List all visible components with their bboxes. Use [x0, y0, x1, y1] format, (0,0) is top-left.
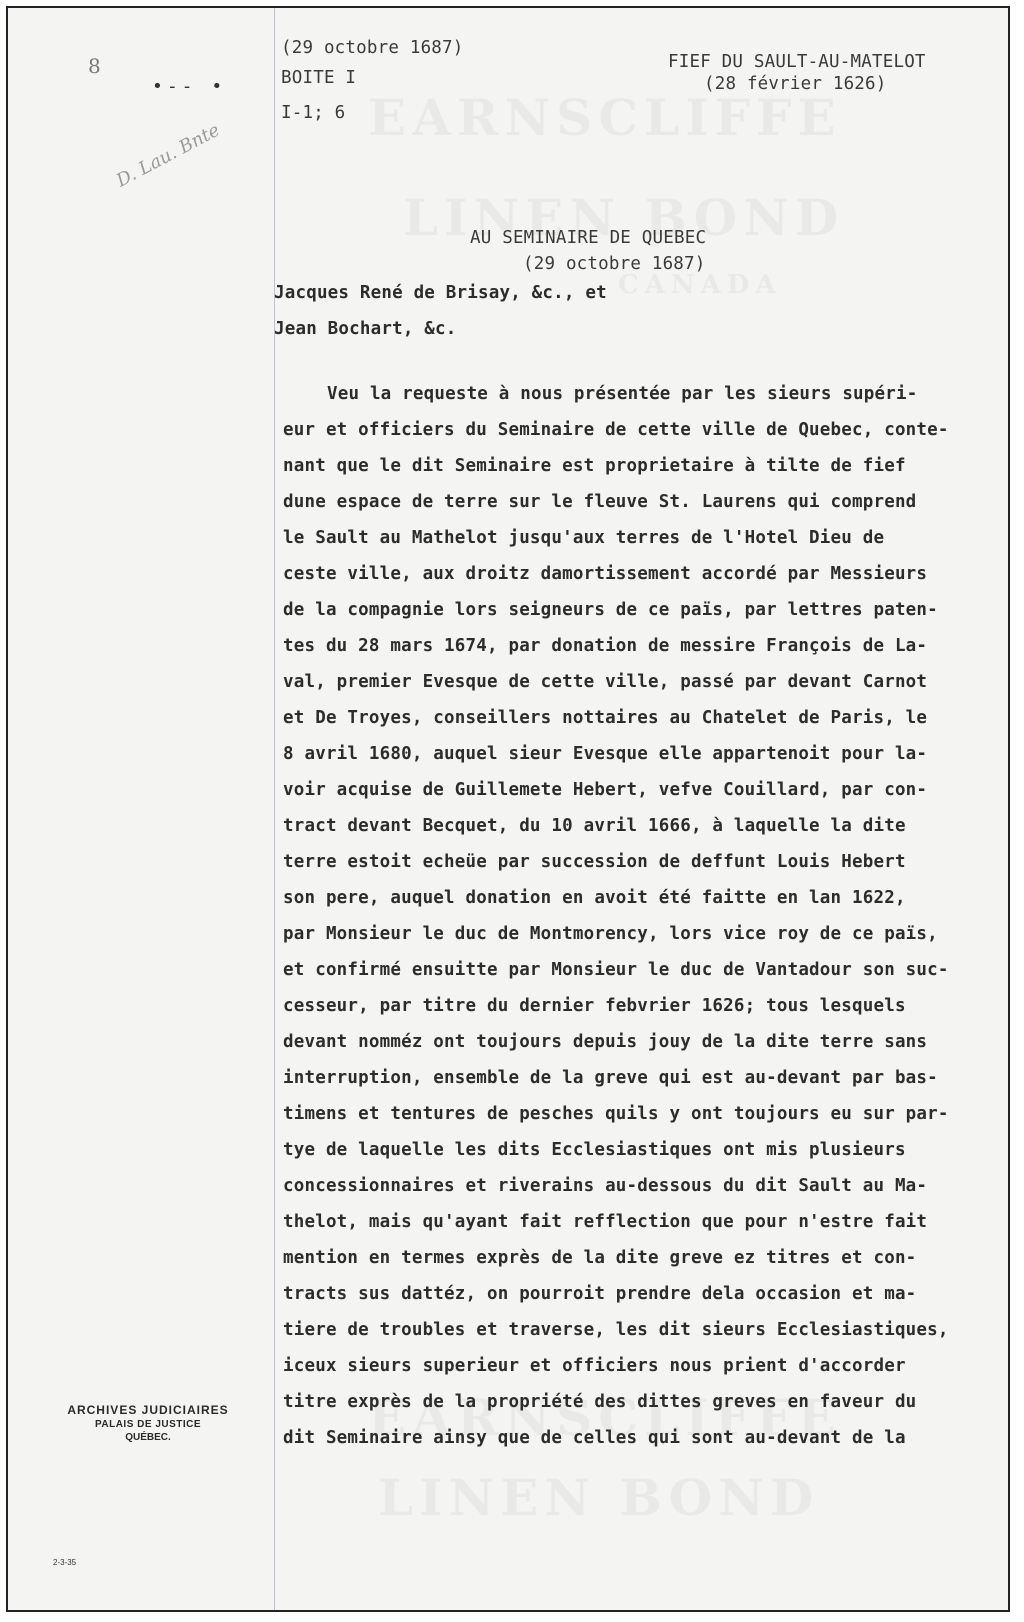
body-line: eur et officiers du Seminaire de cette ville de Quebec, conte- [283, 420, 949, 440]
document-sheet [6, 6, 1010, 1612]
body-line: thelot, mais qu'ayant fait refflection que pour n'estre fait [283, 1212, 928, 1232]
body-line: concessionnaires et riverains au-dessous du dit Sault au Ma- [283, 1176, 928, 1196]
body-line: tes du 28 mars 1674, par donation de messire François de La- [283, 636, 928, 656]
watermark-country [618, 270, 782, 300]
header-box: BOITE I [281, 68, 357, 88]
document-date: (29 octobre 1687) [523, 254, 706, 274]
body-line: tye de laquelle les dits Ecclesiastiques ont mis plusieurs [283, 1140, 906, 1160]
body-line: interruption, ensemble de la greve qui est au-devant par bas- [283, 1068, 938, 1088]
body-line: et De Troyes, conseillers nottaires au Chatelet de Paris, le [283, 708, 928, 728]
page-number: 8 [88, 54, 101, 78]
header-fief-date: (28 février 1626) [704, 74, 887, 94]
body-line: Veu la requeste à nous présentée par les sieurs supéri- [327, 384, 918, 404]
body-line: le Sault au Mathelot jusqu'aux terres de l'Hotel Dieu de [283, 528, 885, 548]
body-line: dune espace de terre sur le fleuve St. Laurens qui comprend [283, 492, 917, 512]
document-body [283, 376, 983, 1456]
body-line: son pere, auquel donation en avoit été faitte en lan 1622, [283, 888, 906, 908]
header-ref: I-1; 6 [281, 103, 346, 123]
body-line: et confirmé ensuitte par Monsieur le duc de Vantadour son suc- [283, 960, 949, 980]
body-line: terre estoit echeüe par succession de deffunt Louis Hebert [283, 852, 906, 872]
stamp-line-3: QUÉBEC. [125, 1432, 171, 1443]
stamp-line-1: ARCHIVES JUDICIAIRES [67, 1403, 229, 1417]
body-line: timens et tentures de pesches quils y ont toujours eu sur par- [283, 1104, 949, 1124]
body-line: ceste ville, aux droitz damortissement accordé par Messieurs [283, 564, 928, 584]
body-line: nant que le dit Seminaire est proprietaire à tilte de fief [283, 456, 906, 476]
header-fief: FIEF DU SAULT-AU-MATELOT [668, 52, 926, 72]
body-line: tract devant Becquet, du 10 avril 1666, à laquelle la dite [283, 816, 906, 836]
body-line: devant nomméz ont toujours depuis jouy de la dite terre sans [283, 1032, 928, 1052]
body-line: mention en termes exprès de la dite greve ez titres et con- [283, 1248, 917, 1268]
form-code: 2-3-35 [53, 1558, 77, 1567]
body-line: tracts sus dattéz, on pourroit prendre dela occasion et ma- [283, 1284, 917, 1304]
archives-stamp [48, 1403, 248, 1443]
watermark-line-2 [378, 1468, 819, 1527]
body-line: par Monsieur le duc de Montmorency, lors vice roy de ce païs, [283, 924, 938, 944]
header-date: (29 octobre 1687) [281, 38, 464, 58]
body-line: de la compagnie lors seigneurs de ce païs, par lettres paten- [283, 600, 938, 620]
author-line-2: Jean Bochart, &c. [274, 319, 457, 339]
document-title: AU SEMINAIRE DE QUEBEC [470, 228, 707, 248]
author-line-1: Jacques René de Brisay, &c., et [274, 283, 607, 303]
body-line: tiere de troubles et traverse, les dit sieurs Ecclesiastiques, [283, 1320, 949, 1340]
margin-dots: •-- • [152, 76, 227, 97]
body-line: iceux sieurs superieur et officiers nous prient d'accorder [283, 1356, 906, 1376]
body-line: voir acquise de Guillemete Hebert, vefve Couillard, par con- [283, 780, 928, 800]
margin-rule [274, 8, 275, 1610]
body-line: dit Seminaire ainsy que de celles qui sont au-devant de la [283, 1428, 906, 1448]
watermark-brand [368, 88, 842, 147]
stamp-line-2: PALAIS DE JUSTICE [94, 1419, 202, 1430]
body-line: titre exprès de la propriété des dittes greves en faveur du [283, 1392, 917, 1412]
body-line: cesseur, par titre du dernier febvrier 1626; tous lesquels [283, 996, 906, 1016]
pencil-annotation: D. Lau. Bnte [113, 119, 224, 192]
body-line: 8 avril 1680, auquel sieur Evesque elle appartenoit pour la- [283, 744, 928, 764]
body-line: val, premier Evesque de cette ville, passé par devant Carnot [283, 672, 928, 692]
